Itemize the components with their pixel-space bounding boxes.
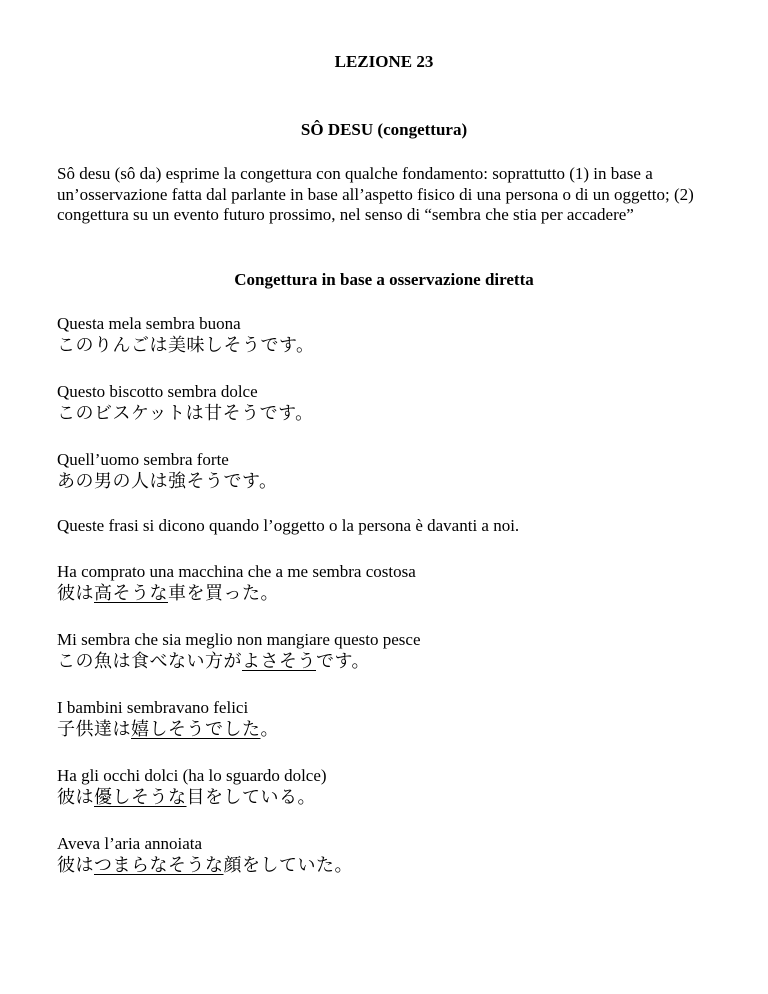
italian-sentence: Questo biscotto sembra dolce [57,382,258,401]
jp-underlined-text: よさそう [242,651,316,672]
intro-paragraph [57,164,717,226]
usage-note: Queste frasi si dicono quando l’oggetto o la persona è davanti a noi. [57,516,520,535]
jp-text: 彼は [57,787,94,808]
jp-text: 車を買った。 [168,583,279,604]
jp-text: 子供達は [57,719,131,740]
japanese-sentence [57,854,717,878]
jp-text: 顔をしていた。 [223,855,353,876]
intro-text: Sô desu (sô da) esprime la congettura con qualche fondamento: soprattutto (1) in base a un’osservazione fatta dal parlante in base all’aspetto fisico di una persona o di un oggetto; (2) congettura su un evento futuro prossimo, nel senso di “sembra che stia per accadere” [57,164,694,224]
jp-underlined-text: 高そうな [94,583,168,604]
japanese-sentence [57,718,717,742]
italian-sentence: Aveva l’aria annoiata [57,834,203,853]
example-item [57,630,717,674]
japanese-sentence [57,650,717,674]
japanese-sentence: このりんごは美味しそうです。 [57,335,315,356]
example-item [57,698,717,742]
example-item [57,562,717,606]
jp-text: この魚は食べない方が [57,651,242,672]
jp-underlined-text: 嬉しそうでした [131,719,261,740]
italian-sentence: Ha comprato una macchina che a me sembra costosa [57,562,416,581]
jp-underlined-text: つまらなそうな [94,855,224,876]
italian-sentence: Mi sembra che sia meglio non mangiare questo pesce [57,630,421,649]
italian-sentence: Questa mela sembra buona [57,314,241,333]
jp-text: 彼は [57,855,94,876]
italian-sentence: Quell’uomo sembra forte [57,450,229,469]
example-item [57,766,717,810]
japanese-sentence: このビスケットは甘そうです。 [57,403,314,424]
jp-text: 。 [260,719,279,740]
italian-sentence: I bambini sembravano felici [57,698,249,717]
lesson-subtitle: SÔ DESU (congettura) [300,120,468,139]
jp-text: 目をしている。 [186,787,316,808]
section-heading: Congettura in base a osservazione diretta [234,270,534,289]
example-item [57,450,717,494]
example-item [57,314,717,358]
example-item [57,834,717,878]
japanese-sentence [57,582,717,606]
lesson-title: LEZIONE 23 [334,52,434,71]
japanese-sentence [57,786,717,810]
italian-sentence: Ha gli occhi dolci (ha lo sguardo dolce) [57,766,327,785]
jp-text: です。 [316,651,371,672]
jp-text: 彼は [57,583,94,604]
japanese-sentence: あの男の人は強そうです。 [57,471,278,492]
jp-underlined-text: 優しそうな [94,787,187,808]
example-item [57,382,717,426]
